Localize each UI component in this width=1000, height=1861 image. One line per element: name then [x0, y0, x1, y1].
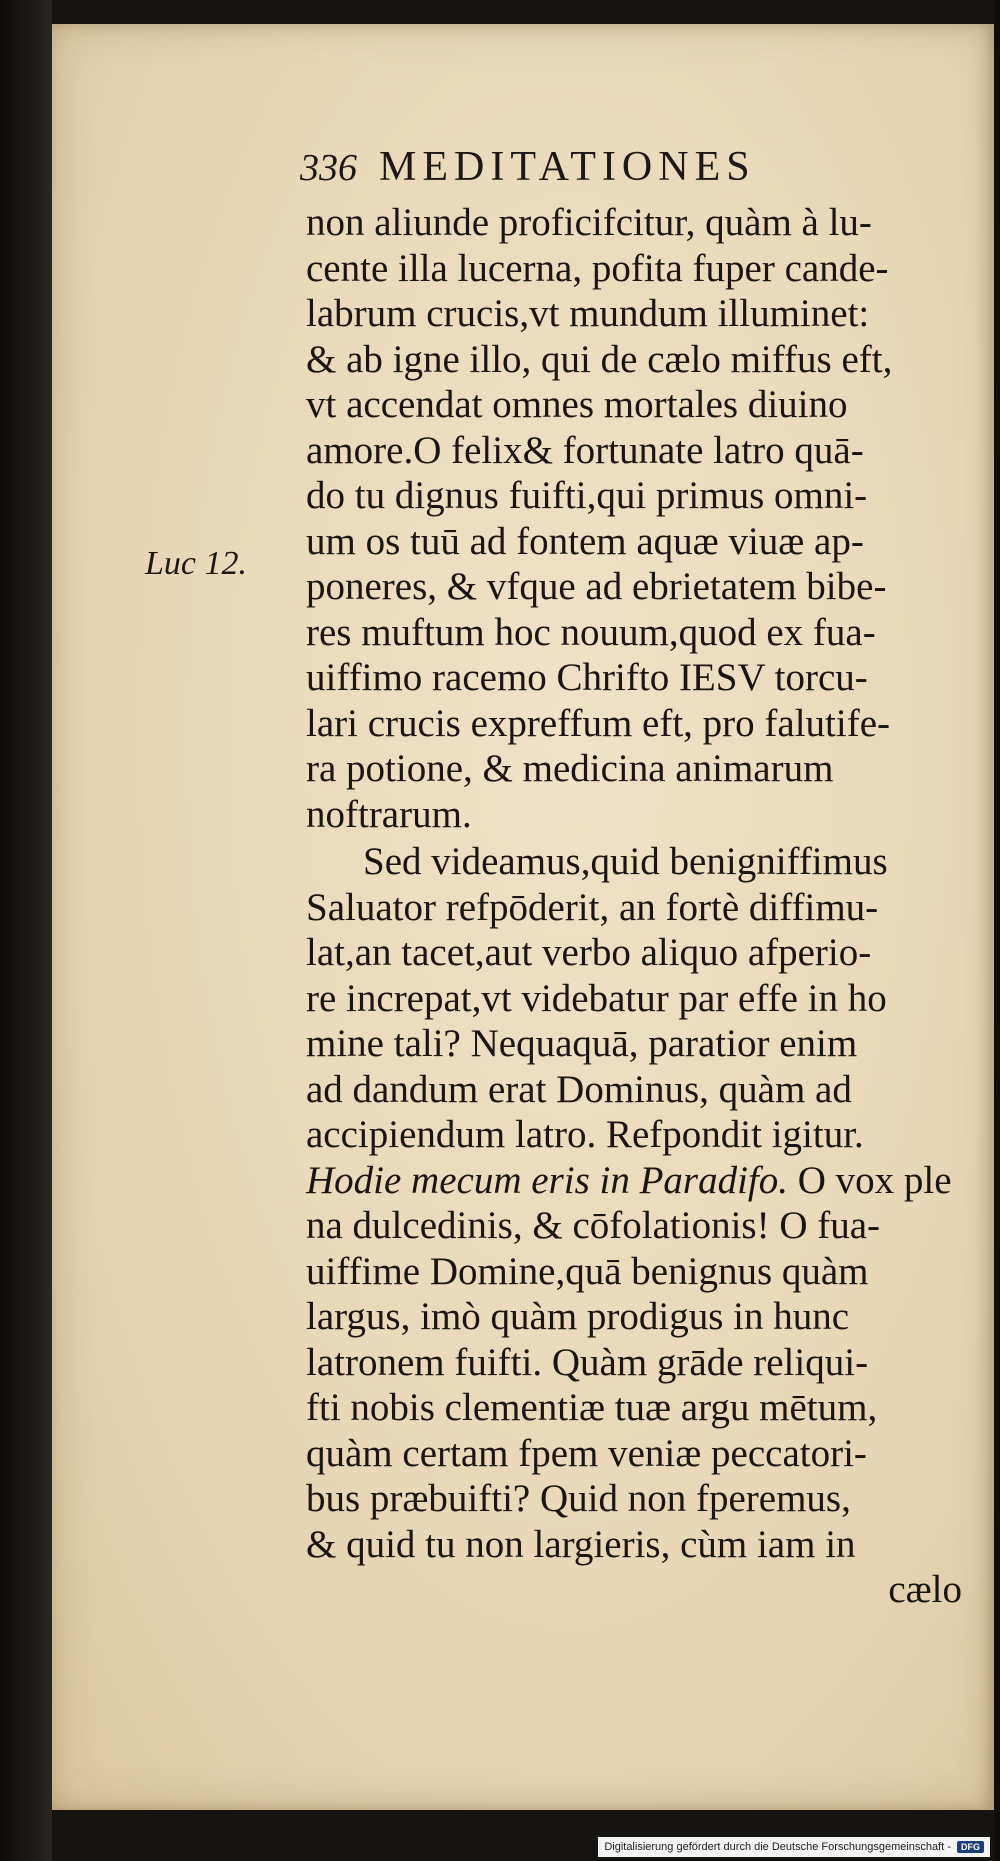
text-line: lari crucis expreffum eft, pro falutife- [306, 701, 891, 745]
text-line: do tu dignus fuifti,qui primus omni- [306, 474, 868, 517]
catchword: cælo [888, 1568, 962, 1611]
paragraph-start-line: Sed videamus,quid benigniffimus [363, 840, 888, 883]
italic-quote: Hodie mecum eris in Paradifo. [306, 1158, 789, 1202]
text-line: largus, imò quàm prodigus in hunc [306, 1295, 850, 1338]
page-number: 336 [300, 147, 357, 189]
text-line: vt accendat omnes mortales diuino [306, 383, 848, 426]
text-line: um os tuū ad fontem aquæ viuæ ap- [306, 519, 864, 563]
text-line: noftrarum. [306, 792, 472, 836]
text-line: non aliunde proficifcitur, quàm à lu- [306, 201, 872, 244]
running-title: MEDITATIONES [379, 144, 756, 190]
text-line: na dulcedinis, & cōfolationis! O fua- [306, 1204, 881, 1247]
text-line: poneres, & vfque ad ebrietatem bibe- [306, 565, 887, 608]
page-edge [994, 0, 1000, 1861]
text-line: bus præbuifti? Quid non fperemus, [306, 1477, 851, 1520]
text-line: amore.O felix& fortunate latro quā- [306, 428, 864, 472]
text-line: re increpat,vt videbatur par effe in ho [306, 976, 887, 1020]
credit-text: Digitalisierung gefördert durch die Deutsche Forschungsgemeinschaft - [604, 1841, 951, 1853]
text-line: res muftum hoc nouum,quod ex fua- [306, 610, 876, 654]
page-header [300, 143, 860, 193]
body-text [306, 200, 966, 1613]
text-line: lat,an tacet,aut verbo aliquo afperio- [306, 931, 872, 974]
text-line: ad dandum erat Dominus, quàm ad [306, 1067, 852, 1111]
book-spine-shadow [0, 0, 52, 1861]
text-line-mixed [306, 1158, 966, 1204]
text-line: uiffime Domine,quā benignus quàm [306, 1249, 869, 1293]
text-line: Saluator refpōderit, an fortè diffimu- [306, 885, 879, 929]
text-line: accipiendum latro. Refpondit igitur. [306, 1113, 864, 1156]
text-line: cente illa lucerna, pofita fuper cande- [306, 246, 889, 290]
text-line: & quid tu non largieris, cùm iam in [306, 1522, 856, 1566]
text-line: uiffimo racemo Chrifto IESV torcu- [306, 656, 868, 699]
text-line: fti nobis clementiæ tuæ argu mētum, [306, 1386, 878, 1429]
text-fragment: O vox ple [797, 1158, 952, 1202]
text-line: labrum crucis,vt mundum illuminet: [306, 292, 870, 335]
margin-reference-note: Luc 12. [145, 545, 247, 582]
dfg-logo-icon: DFG [957, 1841, 984, 1853]
text-line: quàm certam fpem veniæ peccatori- [306, 1431, 867, 1475]
text-line: mine tali? Nequaquā, paratior enim [306, 1022, 858, 1065]
text-line: latronem fuifti. Quàm grāde reliqui- [306, 1340, 869, 1384]
digitization-credit [598, 1837, 990, 1857]
text-line: & ab igne illo, qui de cælo miffus eft, [306, 337, 893, 381]
text-line: ra potione, & medicina animarum [306, 747, 834, 790]
